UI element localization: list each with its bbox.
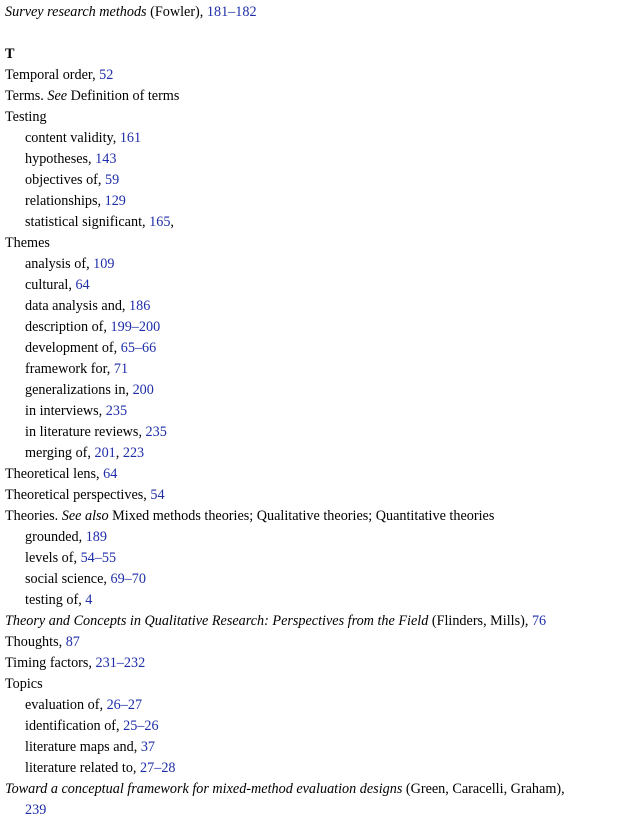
index-entry <box>5 632 638 653</box>
index-subentry <box>5 800 638 821</box>
index-entry <box>5 611 638 632</box>
index-term-text: evaluation of, <box>25 697 107 713</box>
page-reference-link[interactable]: 235 <box>145 424 167 440</box>
page-reference-link[interactable]: 189 <box>85 529 107 545</box>
page-reference-link[interactable]: 199–200 <box>110 319 161 335</box>
index-subentry <box>5 758 638 779</box>
page-reference-link[interactable]: 231–232 <box>95 655 146 671</box>
index-term-text: Theoretical lens, <box>5 466 104 482</box>
index-entry <box>5 506 638 527</box>
page-reference-link[interactable]: 69–70 <box>110 571 146 587</box>
index-term-text: Mixed methods theories; Qualitative theories; Quantitative theories <box>108 508 495 524</box>
page-reference-link[interactable]: 165 <box>149 214 171 230</box>
page-reference-link[interactable]: 201 <box>94 445 116 461</box>
page-reference-link[interactable]: 64 <box>75 277 90 293</box>
index-subentry <box>5 380 638 401</box>
index-term-text: framework for, <box>25 361 114 377</box>
index-subentry <box>5 128 638 149</box>
page-reference-link[interactable]: 143 <box>95 151 117 167</box>
page-reference-link[interactable]: 76 <box>531 613 547 629</box>
index-term-text: , <box>115 445 123 461</box>
index-term-text: analysis of, <box>25 256 94 272</box>
index-letter-heading <box>5 44 638 65</box>
index-term-text: testing of, <box>25 592 86 608</box>
index-subentry <box>5 569 638 590</box>
index-entry <box>5 674 638 695</box>
index-entry <box>5 86 638 107</box>
page-reference-link[interactable]: 181–182 <box>206 4 257 20</box>
index-term-italic: See also <box>61 508 109 524</box>
index-term-text: T <box>5 46 15 62</box>
page-reference-link[interactable]: 239 <box>25 802 47 818</box>
index-subentry <box>5 422 638 443</box>
index-subentry <box>5 548 638 569</box>
index-entry <box>5 779 638 800</box>
index-term-text: Thoughts, <box>5 634 66 650</box>
index-entry <box>5 2 638 23</box>
index-term-text: Theories. <box>5 508 62 524</box>
index-subentry <box>5 590 638 611</box>
index-subentry <box>5 296 638 317</box>
page-reference-link[interactable]: 65–66 <box>120 340 157 356</box>
index-subentry <box>5 254 638 275</box>
index-term-text: data analysis and, <box>25 298 130 314</box>
index-term-text: (Green, Caracelli, Graham), <box>402 781 565 797</box>
index-term-text: objectives of, <box>25 172 105 188</box>
index-term-text: levels of, <box>25 550 81 566</box>
page-reference-link[interactable]: 59 <box>104 172 120 188</box>
page-reference-link[interactable]: 87 <box>65 634 80 650</box>
index-subentry <box>5 695 638 716</box>
index-entry <box>5 653 638 674</box>
page-reference-link[interactable]: 27–28 <box>140 760 176 776</box>
index-term-text: Temporal order, <box>5 67 100 83</box>
index-term-text: development of, <box>25 340 121 356</box>
page-reference-link[interactable]: 25–26 <box>123 718 159 734</box>
index-term-text: Topics <box>5 676 43 692</box>
page-reference-link[interactable]: 200 <box>132 382 154 398</box>
index-entries <box>5 2 638 821</box>
index-term-text: merging of, <box>25 445 95 461</box>
page-reference-link[interactable]: 223 <box>122 445 145 461</box>
index-entry <box>5 233 638 254</box>
page-reference-link[interactable]: 109 <box>93 256 115 272</box>
index-term-italic: Toward a conceptual framework for mixed-method evaluation designs <box>5 781 403 797</box>
index-term-italic: Theory and Concepts in Qualitative Research: Perspectives from the Field <box>5 613 429 629</box>
page-reference-link[interactable]: 64 <box>103 466 118 482</box>
page-reference-link[interactable]: 4 <box>85 592 93 608</box>
page-reference-link[interactable]: 54 <box>150 487 165 503</box>
index-subentry <box>5 191 638 212</box>
index-term-text: Themes <box>5 235 50 251</box>
index-term-text: in literature reviews, <box>25 424 146 440</box>
index-term-text: cultural, <box>25 277 76 293</box>
page-reference-link[interactable]: 54–55 <box>80 550 117 566</box>
index-subentry <box>5 716 638 737</box>
index-term-text: grounded, <box>25 529 86 545</box>
index-term-text: literature related to, <box>25 760 141 776</box>
index-term-text: in interviews, <box>25 403 106 419</box>
index-term-text: Timing factors, <box>5 655 96 671</box>
page-reference-link[interactable]: 37 <box>140 739 156 755</box>
index-term-text: Terms. <box>5 88 48 104</box>
page-reference-link[interactable]: 161 <box>119 130 142 146</box>
index-term-text: (Fowler), <box>146 4 207 20</box>
index-subentry <box>5 401 638 422</box>
page-reference-link[interactable]: 26–27 <box>106 697 143 713</box>
index-subentry <box>5 170 638 191</box>
index-subentry <box>5 527 638 548</box>
index-term-text: content validity, <box>25 130 120 146</box>
index-subentry <box>5 212 638 233</box>
index-subentry <box>5 443 638 464</box>
index-subentry <box>5 149 638 170</box>
index-term-text: statistical significant, <box>25 214 150 230</box>
index-term-text: literature maps and, <box>25 739 141 755</box>
page-reference-link[interactable]: 129 <box>104 193 126 209</box>
page-reference-link[interactable]: 186 <box>129 298 151 314</box>
index-entry <box>5 485 638 506</box>
index-term-text: Definition of terms <box>67 88 180 104</box>
page-reference-link[interactable]: 71 <box>113 361 129 377</box>
index-subentry <box>5 275 638 296</box>
index-entry <box>5 65 638 86</box>
index-subentry <box>5 737 638 758</box>
index-term-text: , <box>170 214 174 230</box>
index-term-text: Theoretical perspectives, <box>5 487 151 503</box>
index-subentry <box>5 338 638 359</box>
index-subentry <box>5 359 638 380</box>
index-term-italic: Survey research methods <box>5 4 147 20</box>
index-term-text: hypotheses, <box>25 151 96 167</box>
index-term-text: relationships, <box>25 193 105 209</box>
index-entry <box>5 464 638 485</box>
index-term-text: description of, <box>25 319 111 335</box>
index-term-text: generalizations in, <box>25 382 133 398</box>
index-subentry <box>5 317 638 338</box>
page-reference-link[interactable]: 52 <box>99 67 114 83</box>
index-entry <box>5 107 638 128</box>
index-term-text: Testing <box>5 109 47 125</box>
index-term-text: social science, <box>25 571 111 587</box>
index-term-text: identification of, <box>25 718 124 734</box>
page-reference-link[interactable]: 235 <box>105 403 128 419</box>
index-term-text: (Flinders, Mills), <box>428 613 532 629</box>
index-term-italic: See <box>47 88 68 104</box>
